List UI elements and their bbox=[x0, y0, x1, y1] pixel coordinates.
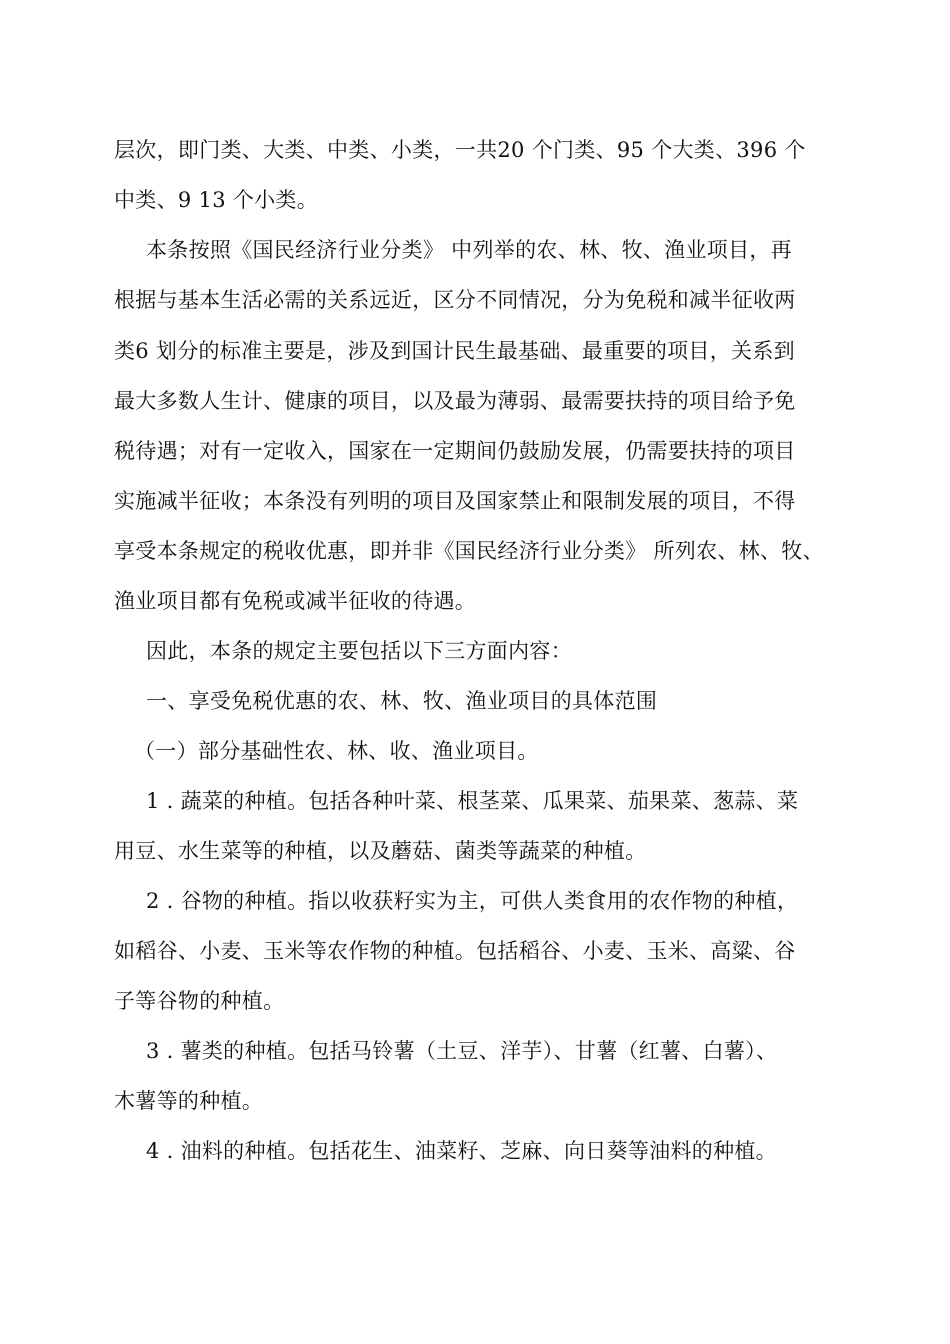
text-line: 层次，即门类、大类、中类、小类，一共20 个门类、95 个大类、396 个 bbox=[114, 138, 806, 162]
list-item: 1 . 蔬菜的种植。包括各种叶菜、根茎菜、瓜果菜、茄果菜、葱蒜、菜 bbox=[146, 789, 799, 813]
text-line: 实施减半征收；本条没有列明的项目及国家禁止和限制发展的项目，不得 bbox=[114, 489, 796, 513]
text-line: 类6 划分的标准主要是，涉及到国计民生最基础、最重要的项目，关系到 bbox=[114, 339, 795, 363]
text-line: 子等谷物的种植。 bbox=[114, 989, 285, 1013]
list-item: 3 . 薯类的种植。包括马铃薯（土豆、洋芋）、甘薯（红薯、白薯）、 bbox=[146, 1039, 778, 1063]
text-line: 渔业项目都有免税或减半征收的待遇。 bbox=[114, 589, 477, 613]
subsection-heading: （一）部分基础性农、林、收、渔业项目。 bbox=[134, 739, 539, 763]
section-heading: 一、享受免税优惠的农、林、牧、渔业项目的具体范围 bbox=[146, 689, 658, 713]
text-line: 木薯等的种植。 bbox=[114, 1089, 264, 1113]
text-line: 用豆、水生菜等的种植，以及蘑菇、菌类等蔬菜的种植。 bbox=[114, 839, 647, 863]
list-item: 4 . 油料的种植。包括花生、油菜籽、芝麻、向日葵等油料的种植。 bbox=[146, 1139, 777, 1163]
text-line: 享受本条规定的税收优惠，即并非《国民经济行业分类》 所列农、林、牧、 bbox=[114, 539, 824, 563]
text-line: 因此，本条的规定主要包括以下三方面内容： bbox=[146, 639, 572, 663]
text-line: 本条按照《国民经济行业分类》 中列举的农、林、牧、渔业项目，再 bbox=[146, 238, 792, 262]
list-item: 2 . 谷物的种植。指以收获籽实为主，可供人类食用的农作物的种植， bbox=[146, 889, 799, 913]
text-line: 根据与基本生活必需的关系远近，区分不同情况，分为免税和减半征收两 bbox=[114, 288, 796, 312]
text-line: 如稻谷、小麦、玉米等农作物的种植。包括稻谷、小麦、玉米、高粱、谷 bbox=[114, 939, 796, 963]
text-line: 最大多数人生计、健康的项目，以及最为薄弱、最需要扶持的项目给予免 bbox=[114, 389, 796, 413]
text-line: 税待遇；对有一定收入，国家在一定期间仍鼓励发展，仍需要扶持的项目 bbox=[114, 439, 796, 463]
text-line: 中类、9 13 个小类。 bbox=[114, 188, 319, 212]
